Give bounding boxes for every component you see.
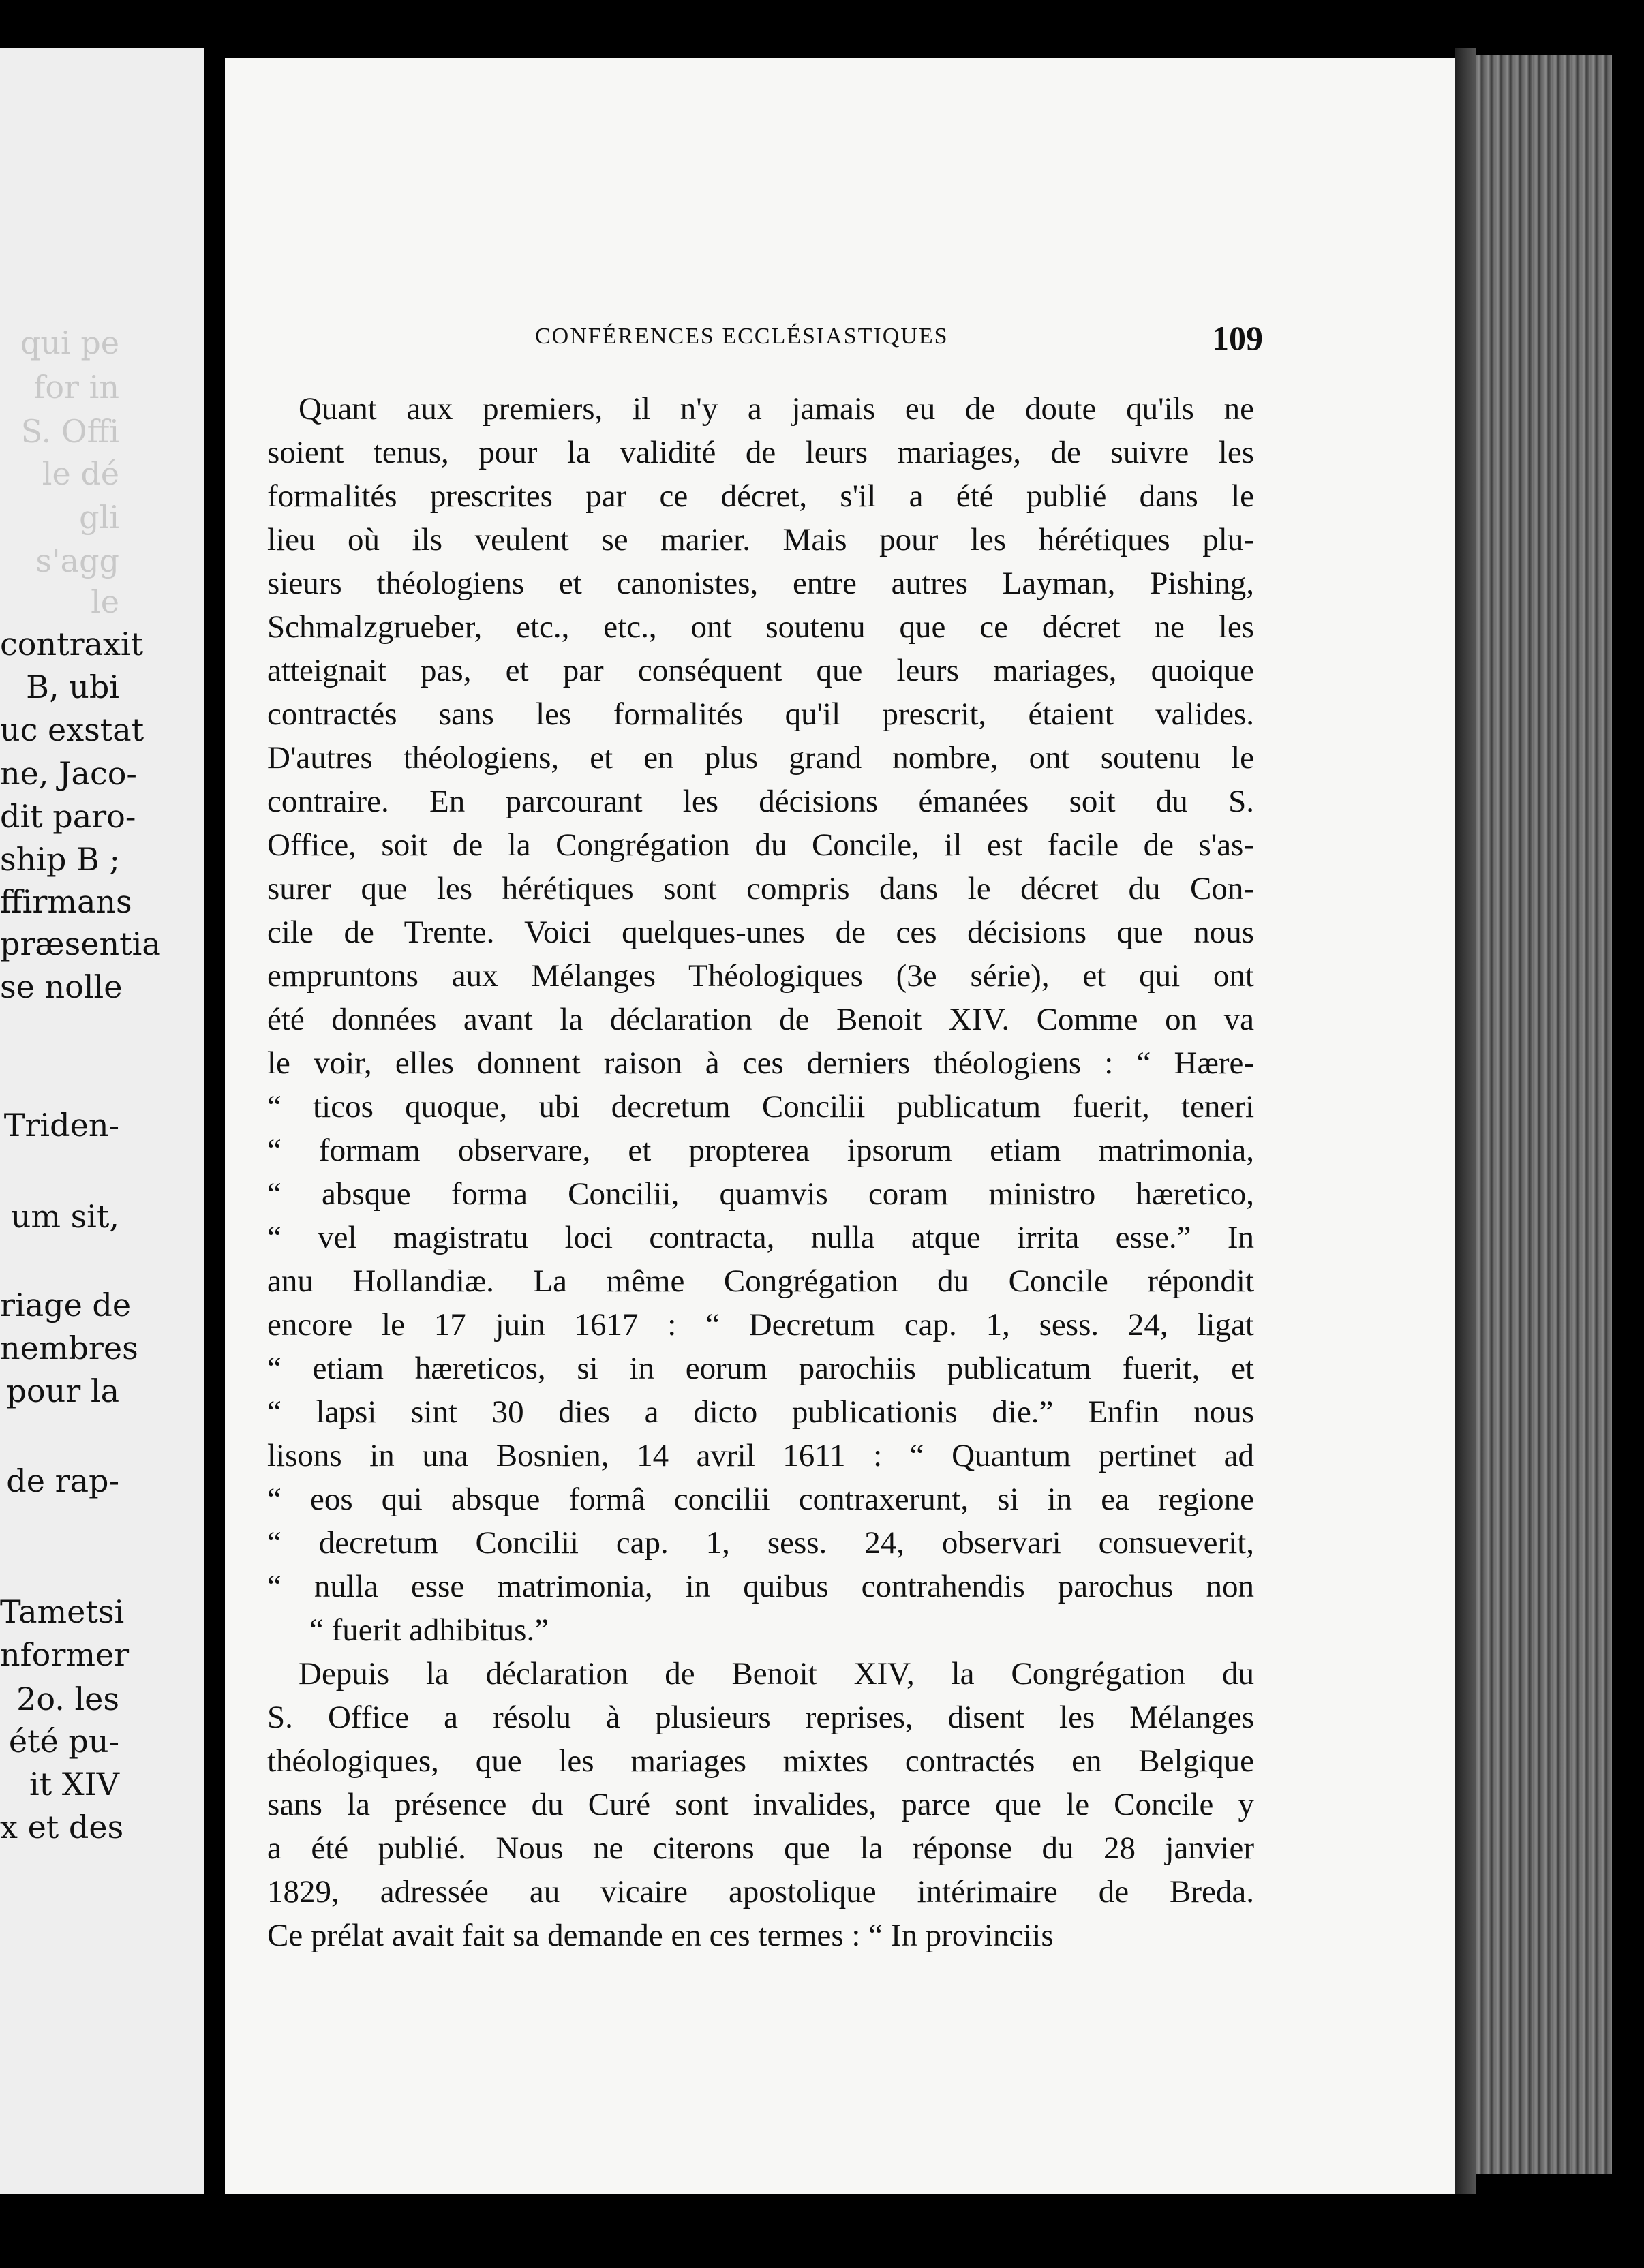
body-line: surer que les hérétiques sont compris dans le décret du Con- [267,871,1254,906]
left-page-fragment: ship B ; [0,841,120,878]
body-line: Office, soit de la Congrégation du Concile, il est facile de s'as- [267,827,1254,863]
book-gutter [204,0,225,2268]
left-page-fragment: for in [33,369,119,405]
page-edge-shadow [1455,48,1476,2194]
left-page-fragment: pour la [6,1373,119,1409]
body-line: cile de Trente. Voici quelques-unes de ces décisions que nous [267,915,1254,950]
left-page-fragment: Tametsi [0,1593,125,1630]
left-page-fragment: x et des [0,1809,124,1845]
left-page-fragment: été pu- [8,1723,119,1760]
running-title: CONFÉRENCES ECCLÉSIASTIQUES [535,324,949,349]
body-line: théologiques, que les mariages mixtes contractés en Belgique [267,1743,1254,1779]
body-line: a été publié. Nous ne citerons que la réponse du 28 janvier [267,1830,1254,1866]
body-line: “ formam observare, et propterea ipsorum etiam matrimonia, [267,1133,1254,1168]
body-line: formalités prescrites par ce décret, s'il a été publié dans le [267,478,1254,514]
left-page-fragment: le [91,583,119,620]
body-line: sans la présence du Curé sont invalides, parce que le Concile y [267,1787,1254,1822]
left-page-fragment: s'agg [35,542,119,579]
left-page-fragment: nformer [0,1636,130,1673]
body-line: empruntons aux Mélanges Théologiques (3e série), et qui ont [267,958,1254,994]
body-line: sieurs théologiens et canonistes, entre autres Layman, Pishing, [267,566,1254,601]
body-line: 1829, adressée au vicaire apostolique intérimaire de Breda. [267,1874,1254,1910]
body-line: Schmalzgrueber, etc., etc., ont soutenu que ce décret ne les [267,609,1254,645]
book-page-edges [1476,55,1612,2174]
left-page-fragment: præsentia [0,925,161,962]
body-line: S. Office a résolu à plusieurs reprises, disent les Mélanges [267,1700,1254,1735]
left-page-fragment: it XIV [29,1766,119,1803]
body-line: “ lapsi sint 30 dies a dicto publicationis die.” Enfin nous [267,1394,1254,1430]
body-line: “ nulla esse matrimonia, in quibus contrahendis parochus non [267,1569,1254,1604]
body-line: contractés sans les formalités qu'il prescrit, étaient valides. [267,696,1254,732]
body-text [267,387,1254,1957]
left-page-fragment: gli [79,499,119,536]
body-line: “ fuerit adhibitus.” [309,1612,549,1648]
left-page-fragment: um sit, [10,1198,119,1235]
left-page-fragment: Triden- [3,1107,119,1144]
left-page-fragment: 2o. les [16,1681,119,1717]
body-line: “ absque forma Concilii, quamvis coram ministro hæretico, [267,1176,1254,1212]
left-page-fragment: ffirmans [0,883,132,920]
body-line: “ ticos quoque, ubi decretum Concilii publicatum fuerit, teneri [267,1089,1254,1124]
left-page-fragment: se nolle [0,968,123,1005]
body-line: “ eos qui absque formâ concilii contraxerunt, si in ea regione [267,1482,1254,1517]
body-line: Ce prélat avait fait sa demande en ces termes : “ In provinciis [267,1918,1054,1953]
body-line: le voir, elles donnent raison à ces derniers théologiens : “ Hære- [267,1045,1254,1081]
body-line: D'autres théologiens, et en plus grand nombre, ont soutenu le [267,740,1254,776]
body-line: Quant aux premiers, il n'y a jamais eu de doute qu'ils ne [299,391,1254,427]
left-page-fragment: riage de [0,1287,132,1323]
left-page-fragment: uc exstat [0,711,144,748]
left-page-fragment: nembres [0,1330,138,1366]
body-line: contraire. En parcourant les décisions émanées soit du S. [267,784,1254,819]
left-page-fragment: S. Offi [20,413,119,450]
left-page-fragment: de rap- [6,1462,119,1499]
body-line: atteignait pas, et par conséquent que leurs mariages, quoique [267,653,1254,688]
page-number: 109 [1212,319,1263,357]
right-page [225,58,1455,2194]
body-line: lisons in una Bosnien, 14 avril 1611 : “ Quantum pertinet ad [267,1438,1254,1473]
body-line: encore le 17 juin 1617 : “ Decretum cap. 1, sess. 24, ligat [267,1307,1254,1343]
body-line: soient tenus, pour la validité de leurs mariages, de suivre les [267,435,1254,470]
body-line: “ etiam hæreticos, si in eorum parochiis publicatum fuerit, et [267,1351,1254,1386]
left-page-fragment: ne, Jaco- [0,755,137,792]
left-page-fragment: dit paro- [0,798,136,835]
body-line: été données avant la déclaration de Benoit XIV. Comme on va [267,1002,1254,1037]
left-page-fragment: B, ubi [26,669,119,705]
left-page-fragment: qui pe [20,324,119,361]
body-line: “ vel magistratu loci contracta, nulla atque irrita esse.” In [267,1220,1254,1255]
left-page-fragment: contraxit [0,626,144,662]
body-line: “ decretum Concilii cap. 1, sess. 24, observari consueverit, [267,1525,1254,1561]
body-line: Depuis la déclaration de Benoit XIV, la Congrégation du [299,1656,1254,1691]
body-line: anu Hollandiæ. La même Congrégation du Concile répondit [267,1263,1254,1299]
page-header [225,319,1455,357]
left-page-fragment: le dé [42,455,119,492]
body-line: lieu où ils veulent se marier. Mais pour les hérétiques plu- [267,522,1254,557]
